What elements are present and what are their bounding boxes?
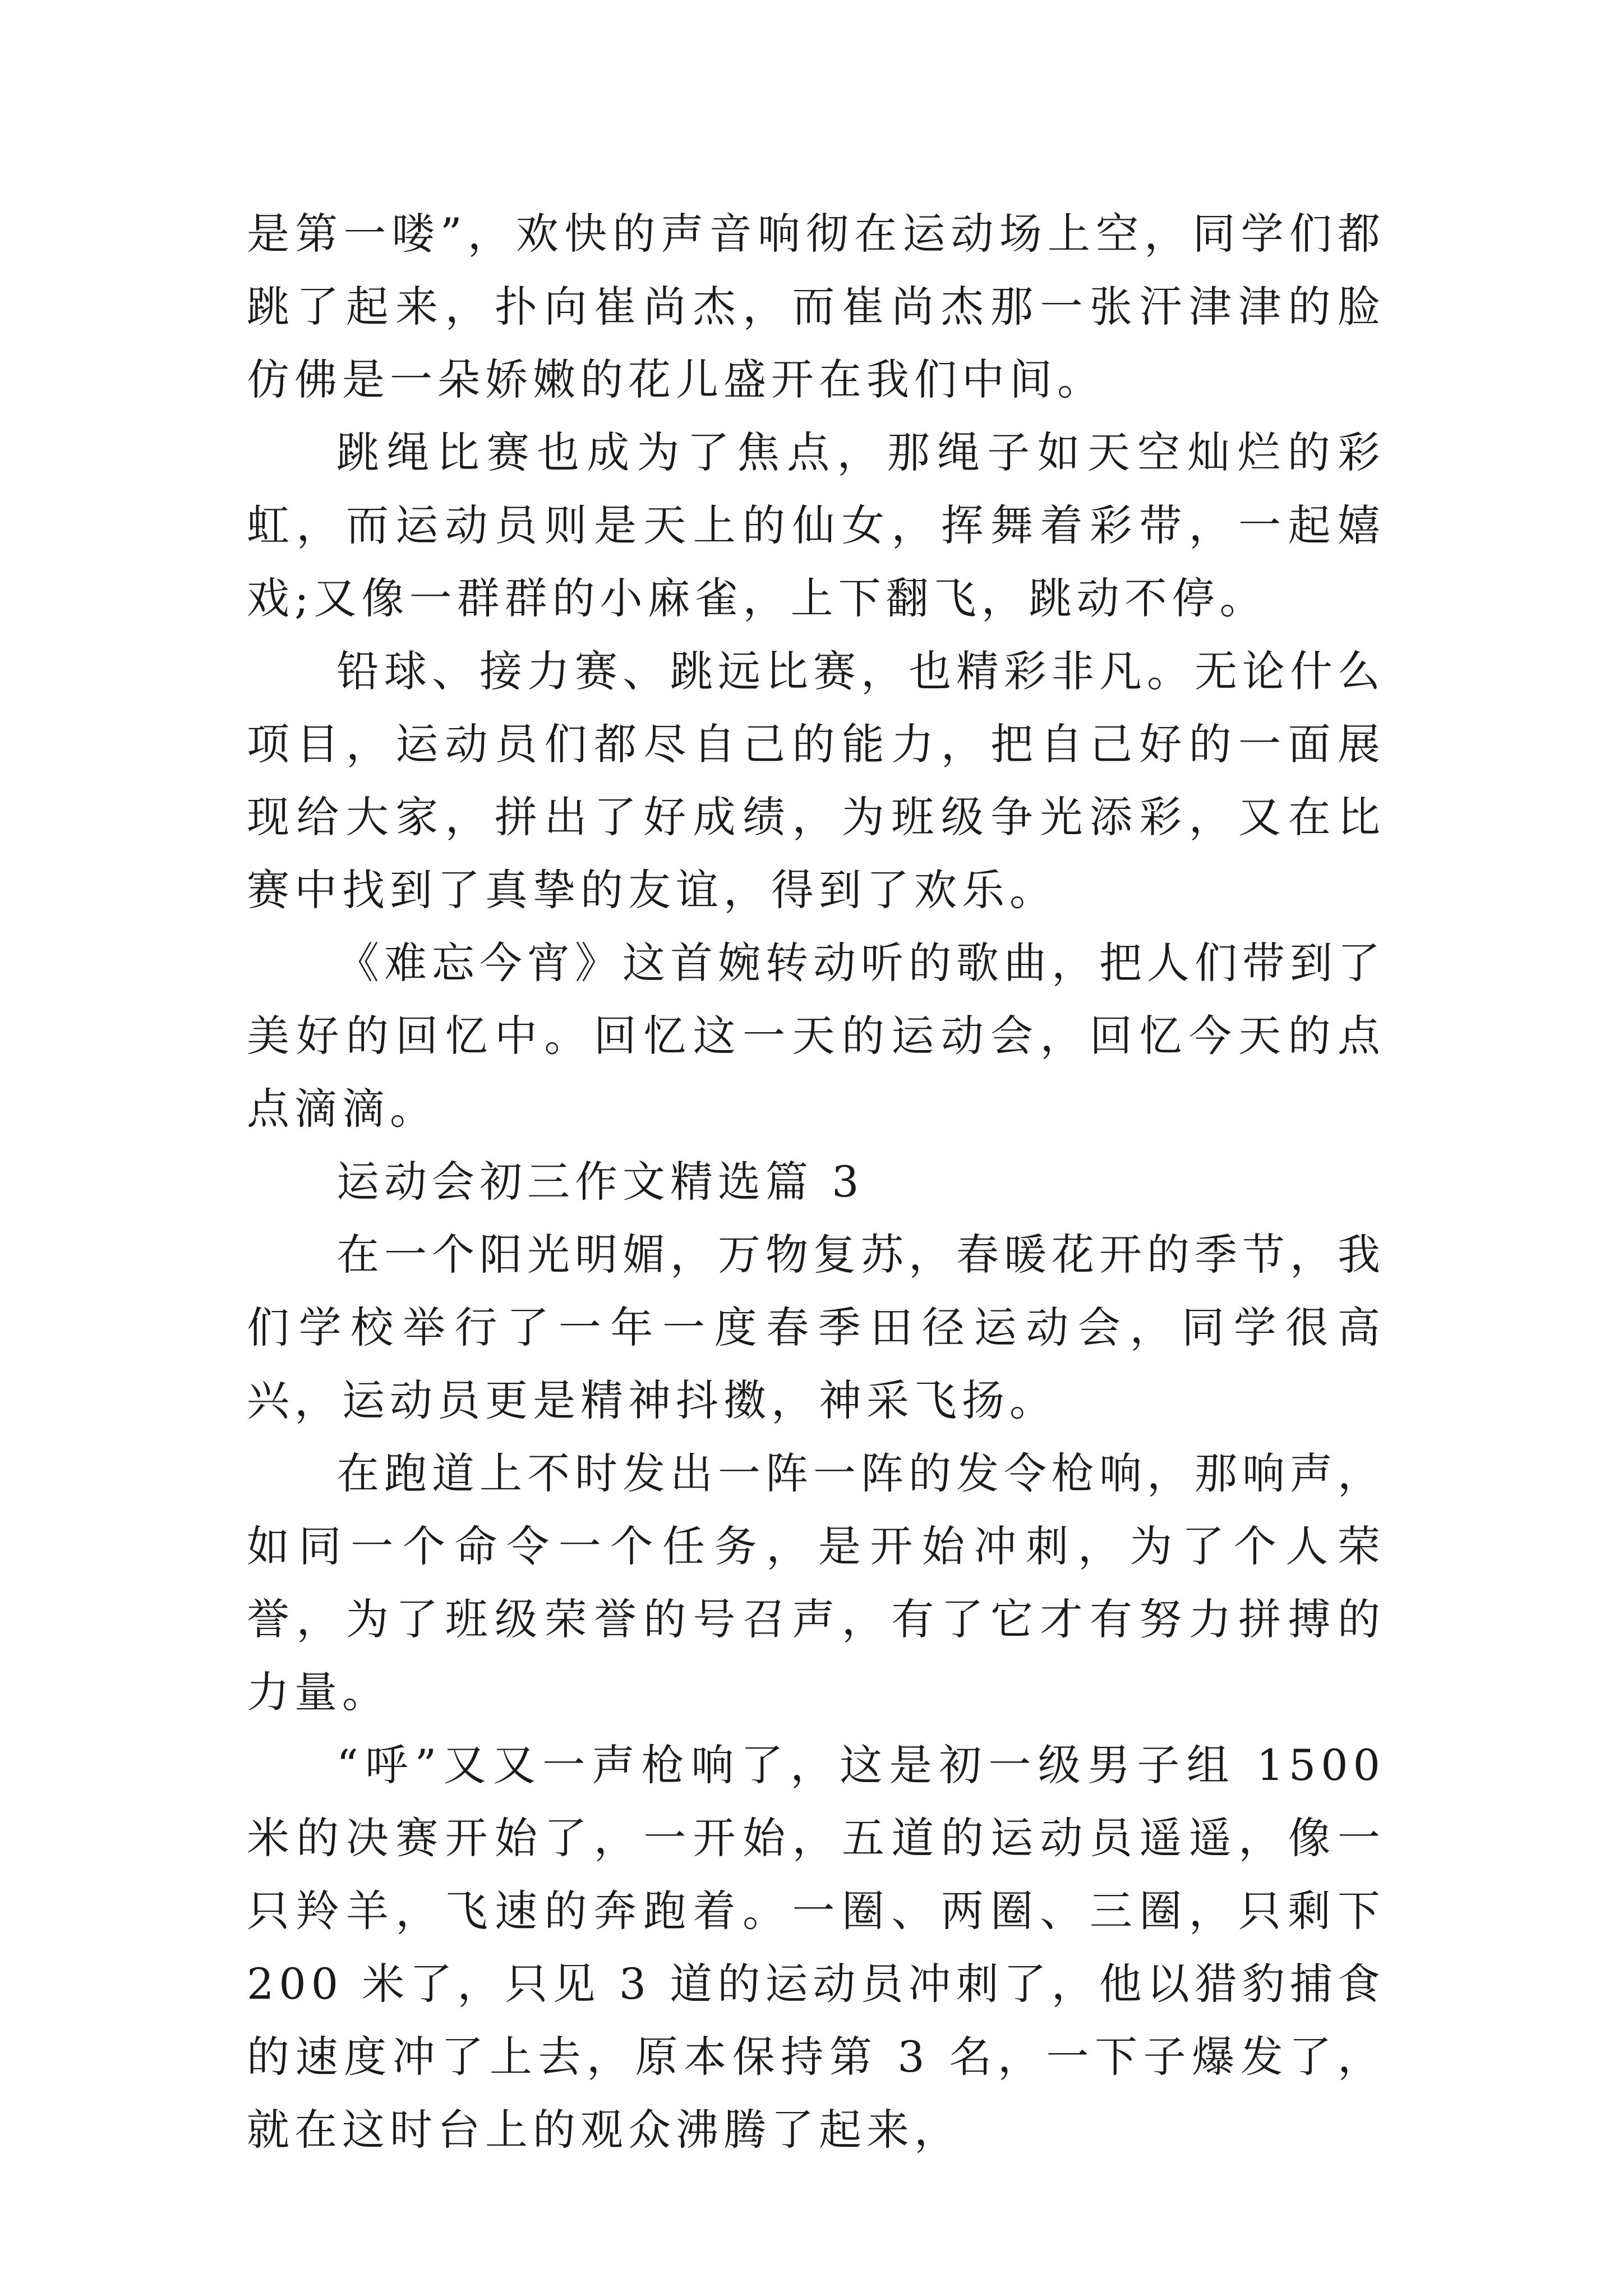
- paragraph-3: 铅球、接力赛、跳远比赛，也精彩非凡。无论什么项目，运动员们都尽自己的能力，把自己好的一面展现给大家，拼出了好成绩，为班级争光添彩，又在比赛中找到了真挚的友谊，得到了欢乐。: [247, 646, 1385, 915]
- paragraph-4: 《难忘今宵》这首婉转动听的歌曲，把人们带到了美好的回忆中。回忆这一天的运动会，回忆今天的点点滴滴。: [247, 938, 1385, 1134]
- paragraph-7: “呼”又又一声枪响了，这是初一级男子组 1500 米的决赛开始了，一开始，五道的运动员遥遥，像一只羚羊，飞速的奔跑着。一圈、两圈、三圈，只剩下 200 米了，只见 3 道的运动员冲刺了，他以猎豹捕食的速度冲了上去，原本保持第 3 名，一下子爆发了，就在这时台上的观众沸腾了起来，: [247, 1740, 1385, 2155]
- paragraph-1: 是第一喽”，欢快的声音响彻在运动场上空，同学们都跳了起来，扑向崔尚杰，而崔尚杰那一张汗津津的脸仿佛是一朵娇嫩的花儿盛开在我们中间。: [247, 209, 1385, 404]
- paragraph-6: 在跑道上不时发出一阵一阵的发令枪响，那响声，如同一个命令一个任务，是开始冲刺，为了个人荣誉，为了班级荣誉的号召声，有了它才有努力拼搏的力量。: [247, 1448, 1385, 1717]
- paragraph-2: 跳绳比赛也成为了焦点，那绳子如天空灿烂的彩虹，而运动员则是天上的仙女，挥舞着彩带，一起嬉戏;又像一群群的小麻雀，上下翻飞，跳动不停。: [247, 427, 1385, 623]
- document-body: [247, 197, 1385, 2166]
- section-heading: 运动会初三作文精选篇 3: [336, 1157, 864, 1207]
- paragraph-5: 在一个阳光明媚，万物复苏，春暖花开的季节，我们学校举行了一年一度春季田径运动会，同学很高兴，运动员更是精神抖擞，神采飞扬。: [247, 1230, 1385, 1425]
